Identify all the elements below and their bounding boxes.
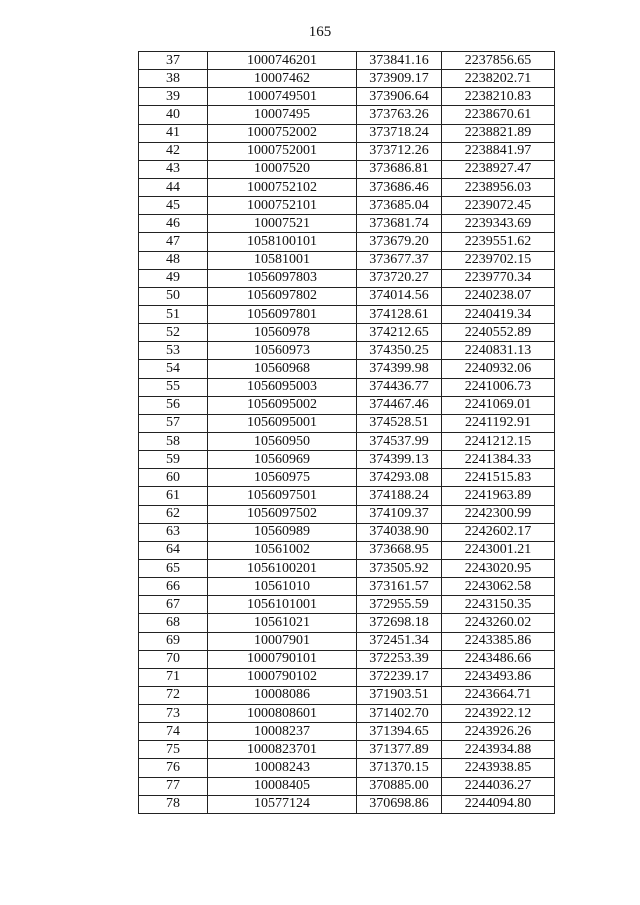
row-index-cell: 59 (139, 451, 208, 469)
y-coordinate-cell: 2241515.83 (442, 469, 555, 487)
row-index-cell: 68 (139, 614, 208, 632)
table-row (139, 124, 555, 142)
x-coordinate-cell: 370885.00 (357, 777, 442, 795)
table-row (139, 160, 555, 178)
x-coordinate-cell: 373668.95 (357, 541, 442, 559)
point-id-cell: 10560989 (208, 523, 357, 541)
row-index-cell: 77 (139, 777, 208, 795)
row-index-cell: 61 (139, 487, 208, 505)
table-row (139, 451, 555, 469)
x-coordinate-cell: 374109.37 (357, 505, 442, 523)
point-id-cell: 1056095001 (208, 414, 357, 432)
row-index-cell: 55 (139, 378, 208, 396)
row-index-cell: 72 (139, 686, 208, 704)
x-coordinate-cell: 373686.81 (357, 160, 442, 178)
y-coordinate-cell: 2243260.02 (442, 614, 555, 632)
y-coordinate-cell: 2240238.07 (442, 287, 555, 305)
y-coordinate-cell: 2244036.27 (442, 777, 555, 795)
point-id-cell: 10008086 (208, 686, 357, 704)
y-coordinate-cell: 2238210.83 (442, 88, 555, 106)
y-coordinate-cell: 2243001.21 (442, 541, 555, 559)
row-index-cell: 43 (139, 160, 208, 178)
table-row (139, 469, 555, 487)
y-coordinate-cell: 2244094.80 (442, 795, 555, 813)
row-index-cell: 44 (139, 178, 208, 196)
point-id-cell: 1056097502 (208, 505, 357, 523)
y-coordinate-cell: 2238927.47 (442, 160, 555, 178)
row-index-cell: 46 (139, 215, 208, 233)
table-row (139, 541, 555, 559)
row-index-cell: 66 (139, 578, 208, 596)
point-id-cell: 10008243 (208, 759, 357, 777)
point-id-cell: 1000752102 (208, 178, 357, 196)
table-row (139, 233, 555, 251)
x-coordinate-cell: 372253.39 (357, 650, 442, 668)
row-index-cell: 37 (139, 52, 208, 70)
y-coordinate-cell: 2243938.85 (442, 759, 555, 777)
x-coordinate-cell: 374399.98 (357, 360, 442, 378)
x-coordinate-cell: 374350.25 (357, 342, 442, 360)
table-row (139, 650, 555, 668)
point-id-cell: 1056095003 (208, 378, 357, 396)
point-id-cell: 10581001 (208, 251, 357, 269)
table-row (139, 396, 555, 414)
x-coordinate-cell: 373505.92 (357, 559, 442, 577)
point-id-cell: 10560968 (208, 360, 357, 378)
point-id-cell: 10008405 (208, 777, 357, 795)
point-id-cell: 10561002 (208, 541, 357, 559)
row-index-cell: 38 (139, 70, 208, 88)
y-coordinate-cell: 2243493.86 (442, 668, 555, 686)
table-row (139, 759, 555, 777)
y-coordinate-cell: 2238670.61 (442, 106, 555, 124)
point-id-cell: 1000808601 (208, 705, 357, 723)
x-coordinate-cell: 374537.99 (357, 432, 442, 450)
point-id-cell: 10560978 (208, 324, 357, 342)
table-row (139, 378, 555, 396)
point-id-cell: 1058100101 (208, 233, 357, 251)
point-id-cell: 1056100201 (208, 559, 357, 577)
point-id-cell: 1056097801 (208, 305, 357, 323)
point-id-cell: 10007521 (208, 215, 357, 233)
row-index-cell: 64 (139, 541, 208, 559)
point-id-cell: 1056097501 (208, 487, 357, 505)
y-coordinate-cell: 2239551.62 (442, 233, 555, 251)
point-id-cell: 1000823701 (208, 741, 357, 759)
x-coordinate-cell: 373161.57 (357, 578, 442, 596)
point-id-cell: 10008237 (208, 723, 357, 741)
point-id-cell: 1000752002 (208, 124, 357, 142)
y-coordinate-cell: 2238202.71 (442, 70, 555, 88)
y-coordinate-cell: 2241192.91 (442, 414, 555, 432)
x-coordinate-cell: 374038.90 (357, 523, 442, 541)
row-index-cell: 69 (139, 632, 208, 650)
x-coordinate-cell: 374212.65 (357, 324, 442, 342)
y-coordinate-cell: 2243020.95 (442, 559, 555, 577)
y-coordinate-cell: 2243922.12 (442, 705, 555, 723)
y-coordinate-cell: 2239343.69 (442, 215, 555, 233)
row-index-cell: 42 (139, 142, 208, 160)
row-index-cell: 65 (139, 559, 208, 577)
x-coordinate-cell: 372698.18 (357, 614, 442, 632)
table-row (139, 777, 555, 795)
x-coordinate-cell: 373681.74 (357, 215, 442, 233)
row-index-cell: 47 (139, 233, 208, 251)
y-coordinate-cell: 2238956.03 (442, 178, 555, 196)
point-id-cell: 1056097802 (208, 287, 357, 305)
point-id-cell: 1056095002 (208, 396, 357, 414)
row-index-cell: 71 (139, 668, 208, 686)
row-index-cell: 54 (139, 360, 208, 378)
row-index-cell: 62 (139, 505, 208, 523)
y-coordinate-cell: 2240831.13 (442, 342, 555, 360)
x-coordinate-cell: 372955.59 (357, 596, 442, 614)
y-coordinate-cell: 2243150.35 (442, 596, 555, 614)
x-coordinate-cell: 374399.13 (357, 451, 442, 469)
x-coordinate-cell: 373677.37 (357, 251, 442, 269)
point-id-cell: 1000790102 (208, 668, 357, 686)
table-row (139, 251, 555, 269)
table-row (139, 360, 555, 378)
row-index-cell: 48 (139, 251, 208, 269)
row-index-cell: 51 (139, 305, 208, 323)
y-coordinate-cell: 2239770.34 (442, 269, 555, 287)
coordinates-table (138, 51, 555, 814)
x-coordinate-cell: 374128.61 (357, 305, 442, 323)
table-row (139, 142, 555, 160)
table-row (139, 269, 555, 287)
point-id-cell: 10561010 (208, 578, 357, 596)
y-coordinate-cell: 2241006.73 (442, 378, 555, 396)
row-index-cell: 73 (139, 705, 208, 723)
y-coordinate-cell: 2243062.58 (442, 578, 555, 596)
table-row (139, 70, 555, 88)
row-index-cell: 49 (139, 269, 208, 287)
row-index-cell: 45 (139, 197, 208, 215)
x-coordinate-cell: 373686.46 (357, 178, 442, 196)
table-row (139, 88, 555, 106)
row-index-cell: 39 (139, 88, 208, 106)
table-row (139, 197, 555, 215)
x-coordinate-cell: 373679.20 (357, 233, 442, 251)
x-coordinate-cell: 371394.65 (357, 723, 442, 741)
x-coordinate-cell: 373720.27 (357, 269, 442, 287)
x-coordinate-cell: 373712.26 (357, 142, 442, 160)
table-row (139, 632, 555, 650)
x-coordinate-cell: 373763.26 (357, 106, 442, 124)
row-index-cell: 76 (139, 759, 208, 777)
x-coordinate-cell: 374293.08 (357, 469, 442, 487)
y-coordinate-cell: 2241384.33 (442, 451, 555, 469)
x-coordinate-cell: 373718.24 (357, 124, 442, 142)
row-index-cell: 78 (139, 795, 208, 813)
coordinates-table-body (139, 52, 555, 814)
point-id-cell: 1000749501 (208, 88, 357, 106)
x-coordinate-cell: 373685.04 (357, 197, 442, 215)
x-coordinate-cell: 374528.51 (357, 414, 442, 432)
point-id-cell: 10007520 (208, 160, 357, 178)
y-coordinate-cell: 2243486.66 (442, 650, 555, 668)
point-id-cell: 10561021 (208, 614, 357, 632)
point-id-cell: 1000790101 (208, 650, 357, 668)
table-row (139, 324, 555, 342)
point-id-cell: 1000752101 (208, 197, 357, 215)
x-coordinate-cell: 373906.64 (357, 88, 442, 106)
row-index-cell: 57 (139, 414, 208, 432)
y-coordinate-cell: 2238841.97 (442, 142, 555, 160)
point-id-cell: 10007901 (208, 632, 357, 650)
row-index-cell: 56 (139, 396, 208, 414)
x-coordinate-cell: 374014.56 (357, 287, 442, 305)
table-row (139, 178, 555, 196)
table-row (139, 559, 555, 577)
row-index-cell: 58 (139, 432, 208, 450)
row-index-cell: 52 (139, 324, 208, 342)
row-index-cell: 75 (139, 741, 208, 759)
point-id-cell: 10560975 (208, 469, 357, 487)
row-index-cell: 53 (139, 342, 208, 360)
x-coordinate-cell: 371903.51 (357, 686, 442, 704)
x-coordinate-cell: 373841.16 (357, 52, 442, 70)
table-row (139, 523, 555, 541)
point-id-cell: 1056101001 (208, 596, 357, 614)
table-row (139, 432, 555, 450)
y-coordinate-cell: 2243385.86 (442, 632, 555, 650)
y-coordinate-cell: 2242300.99 (442, 505, 555, 523)
x-coordinate-cell: 371402.70 (357, 705, 442, 723)
y-coordinate-cell: 2242602.17 (442, 523, 555, 541)
row-index-cell: 70 (139, 650, 208, 668)
table-row (139, 106, 555, 124)
y-coordinate-cell: 2240932.06 (442, 360, 555, 378)
y-coordinate-cell: 2237856.65 (442, 52, 555, 70)
x-coordinate-cell: 371377.89 (357, 741, 442, 759)
x-coordinate-cell: 374467.46 (357, 396, 442, 414)
point-id-cell: 1000746201 (208, 52, 357, 70)
point-id-cell: 10560969 (208, 451, 357, 469)
x-coordinate-cell: 374188.24 (357, 487, 442, 505)
row-index-cell: 41 (139, 124, 208, 142)
y-coordinate-cell: 2243934.88 (442, 741, 555, 759)
row-index-cell: 74 (139, 723, 208, 741)
point-id-cell: 10007495 (208, 106, 357, 124)
y-coordinate-cell: 2243664.71 (442, 686, 555, 704)
point-id-cell: 1056097803 (208, 269, 357, 287)
table-row (139, 614, 555, 632)
y-coordinate-cell: 2240419.34 (442, 305, 555, 323)
table-row (139, 578, 555, 596)
table-row (139, 596, 555, 614)
y-coordinate-cell: 2243926.26 (442, 723, 555, 741)
table-row (139, 414, 555, 432)
row-index-cell: 40 (139, 106, 208, 124)
page-number: 165 (308, 24, 332, 40)
x-coordinate-cell: 370698.86 (357, 795, 442, 813)
table-row (139, 741, 555, 759)
table-row (139, 287, 555, 305)
x-coordinate-cell: 372451.34 (357, 632, 442, 650)
row-index-cell: 60 (139, 469, 208, 487)
y-coordinate-cell: 2238821.89 (442, 124, 555, 142)
x-coordinate-cell: 374436.77 (357, 378, 442, 396)
table-row (139, 686, 555, 704)
table-row (139, 723, 555, 741)
table-row (139, 342, 555, 360)
y-coordinate-cell: 2239702.15 (442, 251, 555, 269)
point-id-cell: 10560950 (208, 432, 357, 450)
table-row (139, 705, 555, 723)
table-row (139, 52, 555, 70)
point-id-cell: 10007462 (208, 70, 357, 88)
y-coordinate-cell: 2241212.15 (442, 432, 555, 450)
table-row (139, 215, 555, 233)
x-coordinate-cell: 371370.15 (357, 759, 442, 777)
row-index-cell: 50 (139, 287, 208, 305)
table-row (139, 505, 555, 523)
row-index-cell: 63 (139, 523, 208, 541)
y-coordinate-cell: 2241963.89 (442, 487, 555, 505)
point-id-cell: 10560973 (208, 342, 357, 360)
row-index-cell: 67 (139, 596, 208, 614)
point-id-cell: 10577124 (208, 795, 357, 813)
x-coordinate-cell: 372239.17 (357, 668, 442, 686)
y-coordinate-cell: 2240552.89 (442, 324, 555, 342)
table-row (139, 487, 555, 505)
point-id-cell: 1000752001 (208, 142, 357, 160)
table-row (139, 305, 555, 323)
x-coordinate-cell: 373909.17 (357, 70, 442, 88)
table-row (139, 795, 555, 813)
y-coordinate-cell: 2239072.45 (442, 197, 555, 215)
table-row (139, 668, 555, 686)
y-coordinate-cell: 2241069.01 (442, 396, 555, 414)
